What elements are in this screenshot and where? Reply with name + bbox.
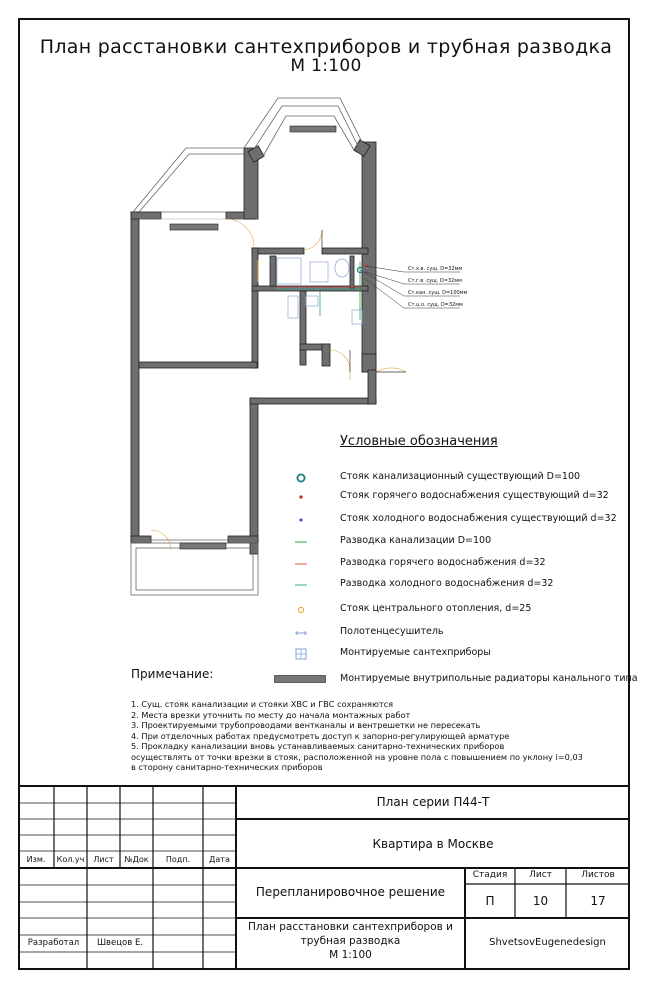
note-line: в сторону санитарно-технических приборов: [131, 762, 323, 772]
stamp-sheets-header: Листов: [581, 870, 615, 880]
riser-label-sewer: Ст.кан. сущ. D=100мм: [408, 290, 468, 296]
stamp-col-sign: Подп.: [165, 855, 191, 864]
legend-item: Монтируемые внутрипольные радиаторы канального типа: [0, 673, 652, 689]
stamp-sheets: 17: [590, 894, 606, 908]
drawing-scale: М 1:100: [290, 56, 362, 76]
stamp-developer: Швецов Е.: [96, 938, 144, 948]
stamp-stage: П: [485, 894, 495, 908]
stamp-drawing-line1: План расстановки сантехприборов и: [248, 921, 453, 933]
stamp-developed-label: Разработал: [27, 938, 80, 948]
stamp-sheet-header: Лист: [529, 870, 552, 880]
note-line: 2. Места врезки уточнить по месту до начала монтажных работ: [131, 709, 411, 720]
stamp-col-doc: №Док: [124, 855, 149, 864]
legend-item: Стояк центрального отопления, d=25: [0, 603, 652, 619]
stamp-series: План серии П44-Т: [376, 795, 490, 809]
legend-item: Монтируемые сантехприборы: [0, 647, 652, 663]
stamp-studio: ShvetsovEugenedesign: [489, 937, 606, 948]
notes-heading: Примечание:: [131, 667, 214, 681]
legend-item: Стояк канализационный существующий D=100: [0, 471, 652, 487]
stamp-design: Перепланировочное решение: [255, 885, 446, 899]
riser-label-hot: Ст.г.в. сущ. D=32мм: [408, 278, 462, 284]
riser-label-cold: Ст.х.в. сущ. D=32мм: [408, 266, 463, 272]
stamp-object: Квартира в Москве: [372, 837, 494, 851]
stamp-col-sheet: Лист: [93, 855, 114, 864]
stamp-col-qty: Кол.уч: [56, 855, 85, 864]
legend-item: Разводка горячего водоснабжения d=32: [0, 557, 652, 573]
legend-item: Стояк горячего водоснабжения существующий d=32: [0, 490, 652, 506]
legend-item: Разводка холодного водоснабжения d=32: [0, 578, 652, 594]
note-line: 5. Прокладку канализации вновь устанавливаемых санитарно-технических приборов: [131, 741, 505, 751]
note-line: осуществлять от точки врезки в стояк, расположенной на уровне пола с повышением по уклону i=0,03: [131, 751, 583, 762]
legend-item: Стояк холодного водоснабжения существующий d=32: [0, 513, 652, 529]
note-line: 1. Сущ. стояк канализации и стояки ХВС и ГВС сохраняются: [131, 699, 394, 709]
stamp-col-change: Изм.: [26, 855, 46, 864]
legend-item: Полотенцесушитель: [0, 626, 652, 642]
stamp-sheet: 10: [532, 894, 549, 908]
legend-item: Разводка канализации D=100: [0, 535, 652, 551]
note-line: 3. Проектируемыми трубопроводами вентканалы и вентрешетки не пересекать: [131, 720, 481, 730]
stamp-drawing-line2: трубная разводка: [300, 935, 401, 947]
stamp-drawing-line3: М 1:100: [329, 949, 372, 961]
legend-heading: Условные обозначения: [340, 434, 498, 449]
drawing-title: План расстановки сантехприборов и трубная разводка: [39, 36, 613, 58]
stamp-col-date: Дата: [209, 855, 230, 864]
stamp-stage-header: Стадия: [472, 870, 508, 880]
note-line: 4. При отделочных работах предусмотреть доступ к запорно-регулирующей арматуре: [131, 730, 510, 741]
riser-label-heating: Ст.ц.о. сущ. D=32мм: [408, 302, 463, 308]
